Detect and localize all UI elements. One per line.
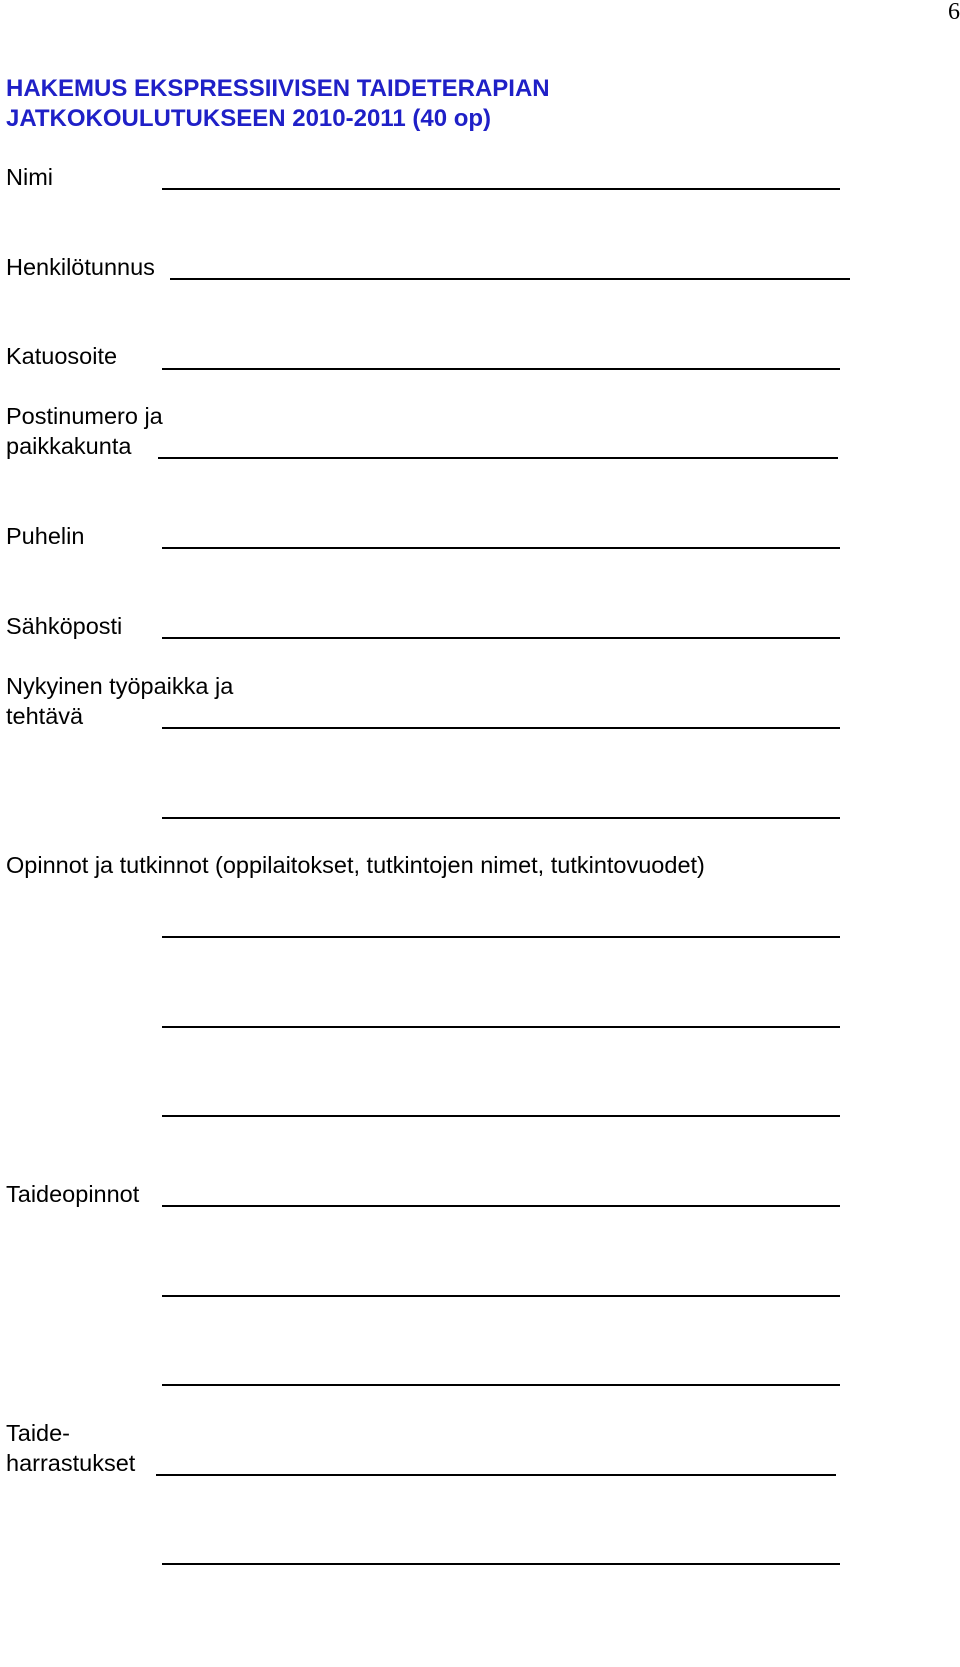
taideopinnot-input-line-3[interactable]: [162, 1384, 840, 1386]
tyopaikka-label-line-1: Nykyinen työpaikka ja: [6, 673, 234, 699]
opinnot-input-line-1[interactable]: [162, 936, 840, 938]
opinnot-label: Opinnot ja tutkinnot (oppilaitokset, tutkintojen nimet, tutkintovuodet): [6, 852, 705, 878]
tyopaikka-input-line-2[interactable]: [162, 817, 840, 819]
page-number: 6: [948, 0, 960, 25]
nimi-input-line[interactable]: [162, 188, 840, 190]
postinumero-label-line-1: Postinumero ja: [6, 403, 163, 429]
tyopaikka-label-line-2: tehtävä: [6, 703, 84, 729]
taideopinnot-input-line-1[interactable]: [162, 1205, 840, 1207]
taideharrastukset-input-line-2[interactable]: [162, 1563, 840, 1565]
taideharrastukset-label-line-2: harrastukset: [6, 1450, 136, 1476]
taideopinnot-label: Taideopinnot: [6, 1181, 140, 1207]
sahkoposti-input-line[interactable]: [162, 637, 840, 639]
katuosoite-input-line[interactable]: [162, 368, 840, 370]
sahkoposti-label: Sähköposti: [6, 613, 123, 639]
postinumero-input-line[interactable]: [158, 457, 838, 459]
puhelin-input-line[interactable]: [162, 547, 840, 549]
opinnot-input-line-2[interactable]: [162, 1026, 840, 1028]
henkilotunnus-label: Henkilötunnus: [6, 254, 155, 280]
katuosoite-label: Katuosoite: [6, 343, 118, 369]
taideharrastukset-input-line-1[interactable]: [156, 1474, 836, 1476]
puhelin-label: Puhelin: [6, 523, 85, 549]
form-title-line-1: HAKEMUS EKSPRESSIIVISEN TAIDETERAPIAN: [6, 75, 550, 102]
taideharrastukset-label-line-1: Taide-: [6, 1420, 71, 1446]
postinumero-label-line-2: paikkakunta: [6, 433, 132, 459]
taideopinnot-input-line-2[interactable]: [162, 1295, 840, 1297]
form-title: [6, 74, 550, 134]
tyopaikka-input-line-1[interactable]: [162, 727, 840, 729]
henkilotunnus-input-line[interactable]: [170, 278, 850, 280]
opinnot-input-line-3[interactable]: [162, 1115, 840, 1117]
nimi-label: Nimi: [6, 164, 53, 190]
form-title-line-2: JATKOKOULUTUKSEEN 2010-2011 (40 op): [6, 105, 492, 132]
